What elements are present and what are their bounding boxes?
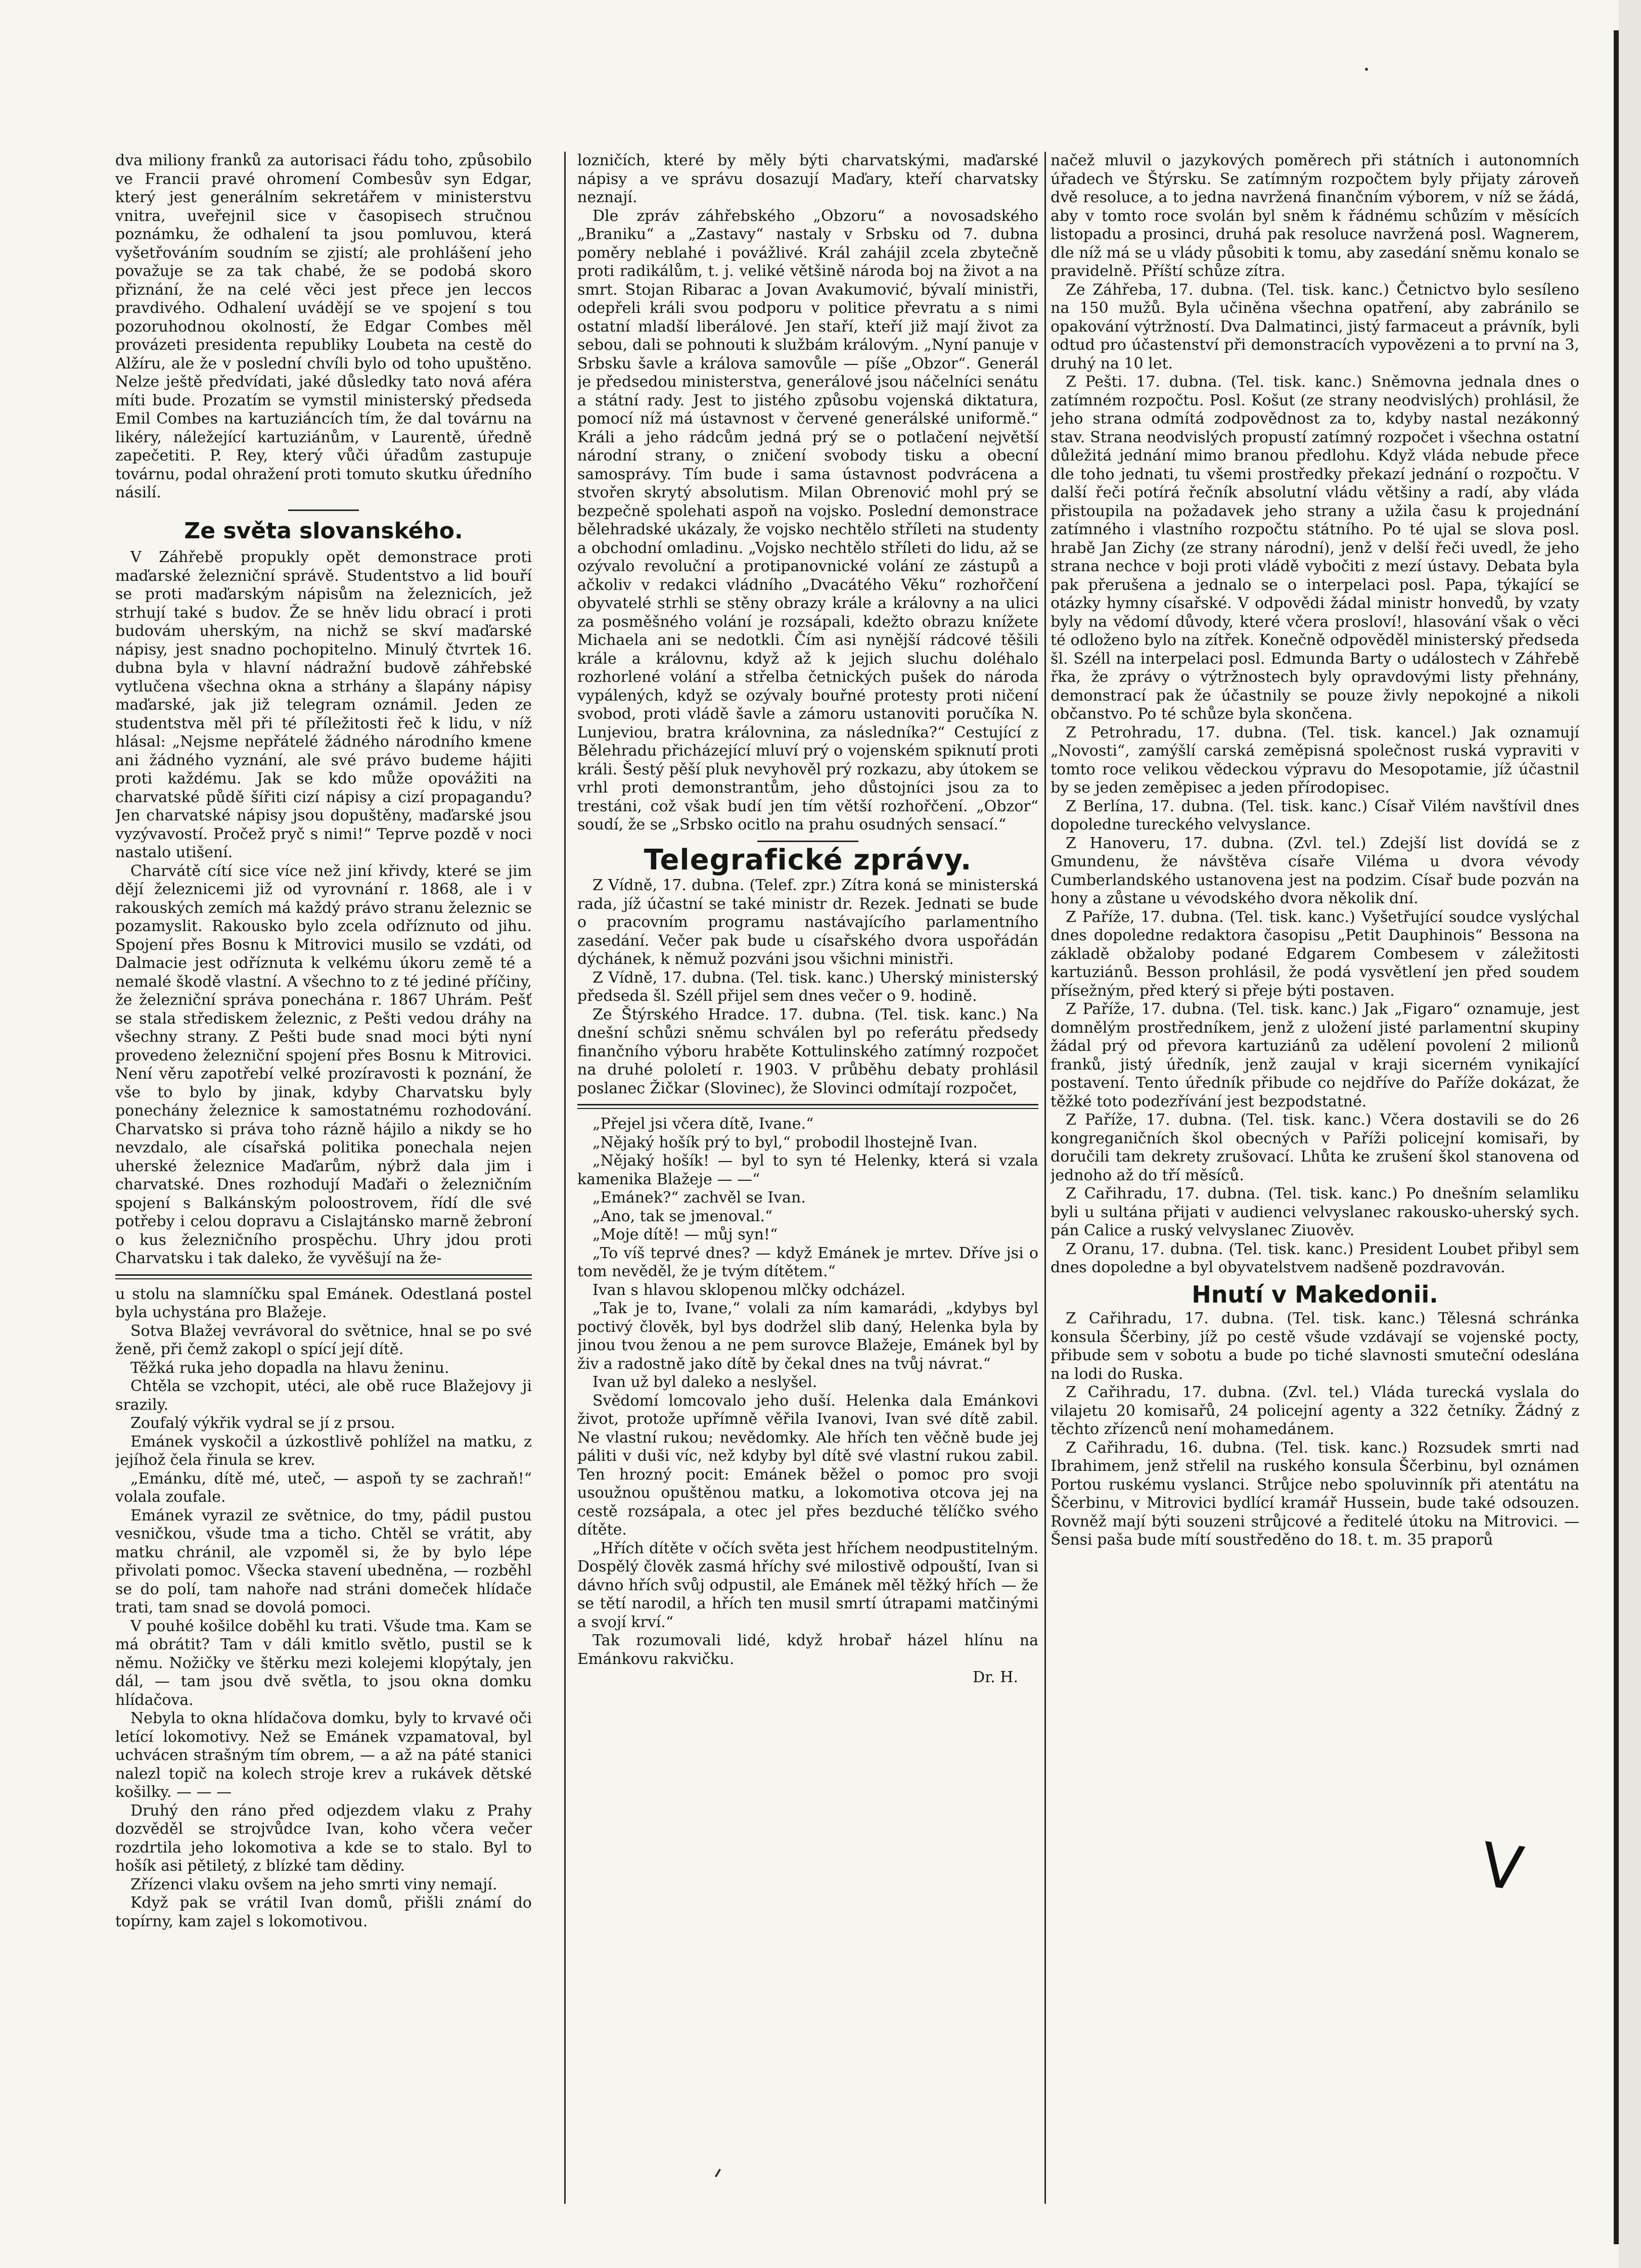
column-left [115, 152, 532, 2204]
ink-speck [1365, 68, 1368, 71]
story-text: Sotva Blažej vevrávoral do světnice, hnal se po své ženě, při čemž zakopl o spící její dítě. [115, 1322, 532, 1358]
author-signature: Dr. H. [973, 1669, 1018, 1686]
feuilleton-divider [577, 1104, 1038, 1109]
section-heading-telegraph: Telegrafické zprávy. [644, 843, 972, 876]
story-text: „Nějaký hošík! — byl to syn té Helenky, která si vzala kamenika Blažeje — —“ [577, 1152, 1038, 1188]
story-text: „Hřích dítěte v očích světa jest hříchem neodpustitelným. Dospělý člověk zasmá hříchy své milostivě odpouští, Ivan si dávno hřích svůj odpustil, ale Emánek měl těžký hřích — že se tětí narodil, a hřích ten musil smrtí útrapami matčinými a svojí krví.“ [577, 1539, 1038, 1631]
story-text: „Nějaký hošík prý to byl,“ probodil lhostejně Ivan. [592, 1133, 978, 1151]
telegraph-item: Z Hanoveru, 17. dubna. (Zvl. tel.) Zdejší list dovídá se z Gmundenu, že návštěva císaře Viléma u dvora vévody Cumberlandského ustanovena jest na podzim. Císař bude pozván na hony a zůstane u vévodského dvora několik dní. [1051, 834, 1579, 907]
feuilleton-divider [115, 1274, 532, 1279]
story-text: Ivan už byl daleko a neslyšel. [592, 1373, 817, 1391]
telegraph-item: Z Paříže, 17. dubna. (Tel. tisk. kanc.) Vyšetřující soudce vyslýchal dnes dopoledne redaktora časopisu „Petit Dauphinois“ Bessona na základě obžaloby podané Edgarem Combesem v záležitosti kartuziánů. Besson prohlásil, že podá vysvětlení jen před soudem přísežným, před který si přeje býti postaven. [1051, 908, 1579, 1000]
column-rule-2 [1044, 152, 1046, 2204]
story-text: Druhý den ráno před odjezdem vlaku z Prahy dozvěděl se strojvůdce Ivan, koho včera večer rozdrtila jeho lokomotiva a kde se to stalo. Byl to hošík asi pětiletý, z blízké tam dědiny. [115, 1801, 532, 1875]
telegraph-item: Z Oranu, 17. dubna. (Tel. tisk. kanc.) President Loubet přibyl sem dnes dopoledne a byl obyvatelstvem nadšeně pozdravován. [1051, 1240, 1579, 1276]
telegraph-item: Z Pešti. 17. dubna. (Tel. tisk. kanc.) Sněmovna jednala dnes o zatímném rozpočtu. Posl. Košut (ze strany neodvislých) prohlásil, že jeho strana odmítá zodpovědnost za to, kdyby nastal nezákonný stav. Strana neodvislých propustí zatímný rozpočet i všechna ostatní důležitá jednání mimo branou předlohu. Když vláda nebude přece dle toho jednati, tu všemi prostředky překazí jednání o rozpočtu. V další řeči potírá řečník absolutní vládu většiny a radí, aby vláda přistoupila na požadavek jeho strany a užila času k projednání zatímného i vlastního rozpočtu státního. Po té ujal se slova posl. hrabě Jan Zichy (ze strany národní), jenž v delší řeči uvedl, že jeho strana nechce v boji proti vládě vybočiti z mezí ústavy. Debata byla pak přerušena a jednalo se o interpelaci posl. Papa, týkající se otázky hymny císařské. V odpovědi žádal ministr honvedů, by vzaty byly na vědomí důvody, které včera prosloví!, hlasování však o věci té odloženo bylo na zítřek. Konečně odpověděl ministerský předseda šl. Széll na interpelaci posl. Edmunda Barty o událostech v Záhřebě řka, že zprávy o výtržnostech byly opravdovými listy přehnány, demonstrací pak že účastnily se pouze živly nepokojné a nikoli občanstvo. Po té schůze byla skončena. [1051, 373, 1579, 723]
story-text: Zřízenci vlaku ovšem na jeho smrti viny nemají. [130, 1875, 497, 1893]
page-edge-border [1614, 30, 1619, 2244]
article-text: Charvátě cítí sice více než jiní křivdy, které se jim dějí železnicemi již od vyrovnání r. 1868, ale i v rakouských zemích má každý právo stranu železnic se pozamyslit. Rakousko bylo zcela odříznuto od jihu. Spojení přes Bosnu k Mitrovici musilo se vzdáti, od Dalmacie jest odříznuta k velkému úkoru země té a nemalé škodě vlastní. A všechno to z té jediné příčiny, že železniční správa ponechána r. 1867 Uhrám. Pešť se stala střediskem železnic, z Pešti vedou dráhy na všechny strany. Z Pešti bude snad moci býti nyní provedeno železniční spojení přes Bosnu k Mitrovici. Není věru zapotřebí velké prozíravosti k poznání, že vše to bylo by jinak, kdyby Charvatsku byly ponechány železnice k samostatnému rozhodování. Charvatsko si práva toho rázně hájilo a nikdy se ho nevzdalo, ale císařská politika ponechala nejen uherské železnice Maďarům, nýbrž dala jim i charvatské. Dnes rozhodují Maďaři o železničním spojení s Balkánským poloostrovem, řídí dle své potřeby i celou dopravu a Cislajtánsko marně žebroní o kus železničního prospěchu. Uhry jdou proti Charvatsku i tak daleko, že vyvěšují na že- [115, 862, 532, 1267]
article-text: dva miliony franků za autorisaci řádu toho, způsobilo ve Francii pravé ohromení Combesův syn Edgar, který jest generálním sekretářem v ministerstvu vnitra, uveřejnil sice v časopisech stručnou poznámku, že odhalení ta jsou pomluvou, která vyšetřováním soudním se zjistí; ale prohlášení jeho považuje se za tak chabé, že se podobá skoro přiznání, že na celé věci jest přece jen leccos pravdivého. Odhalení uvádějí se ve spojení s tou pozoruhodnou okolností, že Edgar Combes měl provázeti presidenta republiky Loubeta na cestě do Alžíru, ale že v poslední chvíli bylo od toho upuštěno. Nelze ještě předvídati, jaké důsledky tato nová aféra míti bude. Prozatím se vymstil ministerský předseda Emil Combes na kartuziáncích tím, že dal továrnu na likéry, náležející kartuziánům, v Laurentě, úředně zapečetiti. P. Rey, který vůči úřadům zastupuje továrnu, podal ohražení proti tomuto skutku úředního násilí. [115, 152, 532, 501]
telegraph-item: Z Berlína, 17. dubna. (Tel. tisk. kanc.) Císař Vilém navštívil dnes dopoledne tureckého velvyslance. [1051, 797, 1579, 834]
story-text: „Tak je to, Ivane,“ volali za ním kamarádi, „kdybys byl poctivý člověk, byl bys dodržel slib daný, Helenka byla by jinou tvou ženou a ne pem surovce Blažeje, Emánek byl by živ a radostně jako dítě by čekal dnes na tvůj návrat.“ [577, 1300, 1038, 1373]
story-text: „Emánku, dítě mé, uteč, — aspoň ty se zachraň!“ volala zoufale. [115, 1469, 532, 1506]
telegraph-item: Ze Štýrského Hradce. 17. dubna. (Tel. tisk. kanc.) Na dnešní schůzi sněmu schválen byl po referátu předsedy finančního výboru hraběte Kottulinského zatímný rozpočet na druhé pololetí r. 1903. V průběhu debaty prohlásil poslanec Žičkar (Slovinec), že Slovinci odmítají rozpočet, [577, 1005, 1038, 1097]
telegraph-item: Z Cařihradu, 17. dubna. (Tel. tisk. kanc.) Po dnešním selamliku byli u sultána přijati v audienci velvyslanec rakousko-uherský sych. pán Calice a ruský velvyslanec Ziuověv. [1051, 1185, 1579, 1239]
column-middle [577, 152, 1038, 2204]
story-text: Emánek vyrazil ze světnice, do tmy, pádil pustou vesničkou, všude tma a ticho. Chtěl se vrátit, aby matku chránil, ale vzpoměl si, že by bylo lépe přivolati pomoc. Všecka stavení ubedněna, — rozběhl se do polí, tam nahoře nad stráni domeček hlídače trati, tam snad se dovolá pomoci. [115, 1506, 532, 1616]
story-text: Chtěla se vzchopit, utéci, ale obě ruce Blažejovy ji srazily. [115, 1377, 532, 1414]
story-text: V pouhé košilce doběhl ku trati. Všude tma. Kam se má obrátit? Tam v dáli kmitlo světlo, pustil se k němu. Nožičky ve štěrku mezi kolejemi klopýtaly, jen dál, — tam jsou dvě světla, to jsou okna domku hlídačova. [115, 1617, 532, 1709]
telegraph-item: Z Cařihradu, 16. dubna. (Tel. tisk. kanc.) Rozsudek smrti nad Ibrahimem, jenž střelil na ruského konsula Ščerbinu, byl oznámen Portou ruskému vyslanci. Strůjce nebo spoluvinník při atentátu na Ščerbinu, v Mitrovici bydlící kramář Hussein, bude také odsouzen. Rovněž mají býti souzeni strůjcové a ředitelé útoku na Mitrovici. — Šensi paša bude mítí soustředěno do 18. t. m. 35 praporů [1051, 1439, 1579, 1549]
story-text: Emánek vyskočil a úzkostlivě pohlížel na matku, z jejíhož čela řinula se krev. [115, 1432, 532, 1469]
telegraph-item: Z Paříže, 17. dubna. (Tel. tisk. kanc.) Jak „Figaro“ oznamuje, jest domnělým prostředníkem, jenž z uložení jisté parlamentní skupiny žádal prý od převora kartuziánů za udělení povolení 2 milionů franků, jistý úředník, jenž zaujal v kraji sicerném vynikající postavení. Tento úředník přibude co nejdříve do Paříže dokázat, že těžké toto podezřívání jest bezpodstatné. [1051, 1000, 1579, 1110]
article-text: Dle zpráv záhřebského „Obzoru“ a novosadského „Braniku“ a „Zastavy“ nastaly v Srbsku od 7. dubna poměry neblahé i povážlivé. Král zahájil zcela zbytečně proti radikálům, t. j. veliké většině národa boj na život a na smrt. Stojan Ribarac a Jovan Avakumović, bývalí ministři, odepřeli králi svou podporu v politice převratu a s nimi ostatní mladší liberálové. Jen staří, kteří již mají život za sebou, dali se pohnouti k službám královým. „Nyní panuje v Srbsku šavle a králova samovůle — píše „Obzor“. Generál je předsedou ministerstva, generálové jsou náčelníci senátu a státní rady. Jest to jistého způsobu vojenská diktatura, pomocí níž má ústavnost v červené generálské uniformě.“ Králi a jeho rádcům jedná prý se o potlačení největší národní strany, o zničení svobody tisku a obecní samosprávy. Tím bude i sama ústavnost podvrácena a stvořen skrytý absolutism. Milan Obrenović mohl prý se bezpečně spolehati aspoň na vojsko. Poslední demonstrace bělehradské ukázaly, že vojsko nechtělo stříleti na studenty a obchodní omladinu. „Vojsko nechtělo stříleti do lidu, až se ozývalo revoluční a protipanovnické volání ze zástupů a ačkoliv v redakci vládního „Dvacátého Věku“ rozhořčení obyvatelé strhli se stěny obrazy krále a královny a na ulici za posměšného volání je rozsápali, kdežto obrazu knížete Michaela ani se nedotkli. Čím asi nynější rádcové těšili krále a královnu, když až k jejich sluchu doléhalo rozhorlené volání a střelba četnických pušek do národa vypálených, když se ozývaly bouřné protesty proti ničení svobod, proti vládě šavle a zámoru ustanoviti poručíka N. Lunjeviou, bratra královnina, za následníka?“ Cestující z Bělehradu přicházející mluví prý o vojenském spiknutí proti králi. Šestý pěší pluk nevyhověl prý rozkazu, aby útokem se vrhl proti demonstrantům, jeho důstojníci jsou za to trestáni, což však budí jen tím větší rozhořčení. „Obzor“ soudí, že se „Srbsko ocitlo na prahu osudných sensací.“ [577, 207, 1038, 834]
story-text: „Moje dítě! — můj syn!“ [592, 1226, 778, 1243]
story-text: Tak rozumovali lidé, když hrobař házel hlínu na Emánkovu rakvičku. [577, 1632, 1038, 1668]
story-text: „To víš teprvé dnes? — když Emánek je mrtev. Dříve jsi o tom nevěděl, že je tvým dítětem.“ [577, 1244, 1038, 1280]
adjacent-page-margin [1619, 0, 1641, 2268]
story-text: „Emánek?“ zachvěl se Ivan. [592, 1189, 806, 1207]
telegraph-item: Ze Záhřeba, 17. dubna. (Tel. tisk. kanc.) Četnictvo bylo sesíleno na 150 mužů. Byla učiněna všechna opatření, aby zabránilo se opakování výtržností. Dva Dalmatinci, jistý farmaceut a právník, byli odtud pro účastenství při demonstracích vypovězeni a to první na 3, druhý na 10 let. [1051, 281, 1579, 373]
story-text: Ivan s hlavou sklopenou mlčky odcházel. [592, 1281, 906, 1299]
story-text: Těžká ruka jeho dopadla na hlavu ženinu. [130, 1359, 449, 1377]
story-text: u stolu na slamníčku spal Emánek. Odestlaná postel byla uchystána pro Blažeje. [115, 1285, 532, 1321]
story-text: Svědomí lomcovalo jeho duší. Helenka dala Emánkovi život, protože upřímně věřila Ivanovi, Ivan své dítě zabil. Ne vlastní rukou; nevědomky. Ale hřích ten věčně bude jej páliti v duši víc, než kdyby byl dítě své vlastní rukou zabil. Ten hrozný pocit: Emánek běžel o pomoc pro svoji usoužnou opuštěnou matku, a lokomotiva otcova jej na cestě rozsápala, a otec jel přes bezduché tělíčko svého dítěte. [577, 1392, 1038, 1539]
story-text: „Přejel jsi včera dítě, Ivane.“ [592, 1115, 814, 1133]
telegraph-item: Z Vídně, 17. dubna. (Telef. zpr.) Zítra koná se ministerská rada, jíž účastní se také ministr dr. Rezek. Jednati se bude o pracovním programu nastávajícího parlamentního zasedání. Večer pak bude u císařského dvora uspořádán dýchánek, k němuž pozváni jsou všichni ministři. [577, 876, 1038, 968]
section-divider [757, 841, 858, 842]
section-heading-macedonia: Hnutí v Makedonii. [1192, 1280, 1438, 1308]
article-text: lozničích, které by měly býti charvatskými, maďarské nápisy a ve správu dosazují Maďary, kteří charvatsky neznají. [577, 152, 1038, 206]
article-text: V Záhřebě propukly opět demonstrace proti maďarské železniční správě. Studentstvo a lid bouří se proti maďarským nápisům na železnicích, jež strhují také s budov. Že se hněv lidu obrací i proti budovám uherským, na nichž se skví maďarské nápisy, jest snadno pochopitelno. Minulý čtvrtek 16. dubna byla v hlavní nádražní budově záhřebské vytlučena všechna okna a strhány a šlapány nápisy maďarské, jak již telegram oznámil. Jeden ze studentstva měl při té příležitosti řeč k lidu, v níž hlásal: „Nejsme nepřátelé žádného národního kmene ani žádného vyznání, ale své právo budeme hájiti proti každému. Jak se kdo může opovážiti na charvatské půdě šířiti cizí nápisy a cizí propagandu? Jen charvatské nápisy jsou dopuštěny, maďarské jsou vyzývavostí. Pročež pryč s nimi!“ Teprve pozdě v noci nastalo utišení. [115, 548, 532, 861]
story-text: Zoufalý výkřik vydral se jí z prsou. [130, 1414, 395, 1432]
section-divider [288, 510, 359, 511]
telegraph-item: Z Cařihradu, 17. dubna. (Tel. tisk. kanc.) Tělesná schránka konsula Ščerbiny, jíž po cestě všude vzdávají se vojenské pocty, přibude sem v sobotu a bude po tiché slavnosti smuteční odeslána na lodi do Ruska. [1051, 1310, 1579, 1383]
section-heading-slavonic: Ze světa slovanského. [184, 518, 463, 544]
article-text: načež mluvil o jazykových poměrech při státních i autonomních úřadech ve Štýrsku. Se zatímným rozpočtem byly přijaty zároveň dvě resoluce, a to jedna navržená finančním výborem, v níž se žádá, aby v tomto roce svolán byl sněm k řádnému schůzím v měsících listopadu a prosinci, druhá pak resoluce navržená posl. Wagnerem, dle níž má se u vlády působiti k tomu, aby zasedání sněmu konalo se pravidelně. Příští schůze zítra. [1051, 152, 1579, 280]
telegraph-item: Z Paříže, 17. dubna. (Tel. tisk. kanc.) Včera dostavili se do 26 kongreganičních škol obecných v Paříži policejní komisaři, by doručili tam dekrety zrušovací. Lhůta ke zrušení škol stanovena od jednoho až do tří měsíců. [1051, 1111, 1579, 1184]
story-text: Nebyla to okna hlídačova domku, byly to krvavé oči letící lokomotivy. Než se Emánek vzpamatoval, byl uchvácen strašným tím obrem, — a až na páté stanici nalezl topič na kolech stroje krev a rukávek dětské košilky. — — — [115, 1709, 532, 1801]
telegraph-item: Z Cařihradu, 17. dubna. (Zvl. tel.) Vláda turecká vyslala do vilajetu 20 komisařů, 24 policejní agenty a 322 četníky. Žádný z těchto zřízenců není mohamedánem. [1051, 1383, 1579, 1438]
column-rule-1 [564, 152, 566, 2204]
story-text: Když pak se vrátil Ivan domů, přišli známí do topírny, kam zajel s lokomotivou. [115, 1894, 532, 1930]
story-text: „Ano, tak se jmenoval.“ [592, 1207, 773, 1225]
telegraph-item: Z Vídně, 17. dubna. (Tel. tisk. kanc.) Uherský ministerský předseda šl. Széll přijel sem dnes večer o 9. hodině. [577, 968, 1038, 1005]
pencil-mark: V [1476, 1829, 1528, 1906]
telegraph-item: Z Petrohradu, 17. dubna. (Tel. tisk. kancel.) Jak oznamují „Novosti“, zamýšlí carská zeměpisná společnost ruská vypraviti v tomto roce velikou vědeckou výpravu do Mesopotamie, jíž účastnil by se jeden zeměpisec a jeden přírodopisec. [1051, 723, 1579, 797]
